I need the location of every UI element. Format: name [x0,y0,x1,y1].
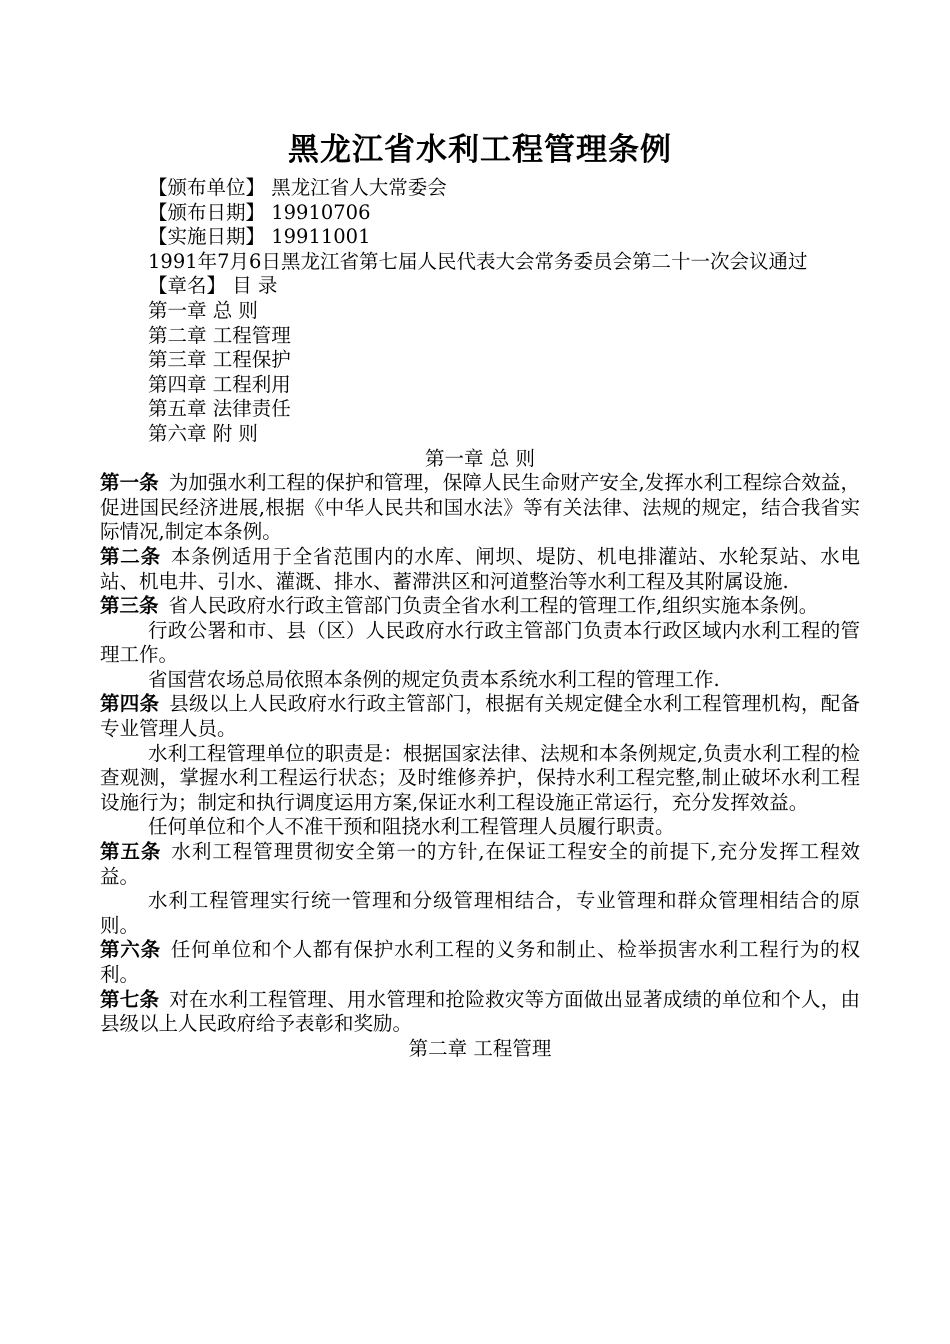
article-text: 对在水利工程管理、用水管理和抢险救灾等方面做出显著成绩的单位和个人，由县级以上人民政府给予表彰和奖励。 [100,987,860,1036]
article-4 [100,692,860,741]
article-label: 第七条 [100,987,160,1011]
document-page [100,128,860,1061]
meta-publisher [100,176,860,201]
toc-chapter-2: 第二章 工程管理 [148,323,291,347]
document-title: 黑龙江省水利工程管理条例 [288,132,672,168]
article-3-para-3: 省国营农场总局依照本条例的规定负责本系统水利工程的管理工作. [148,667,720,691]
toc-chapter-1: 第一章 总 则 [148,298,258,322]
toc-label: 【章名】 [148,274,227,298]
meta-publish-date [100,201,860,226]
toc-chapter-5: 第五章 法律责任 [148,397,291,421]
toc-chapter-4: 第四章 工程利用 [148,372,291,396]
adoption-note: 1991年7月6日黑龙江省第七届人民代表大会常务委员会第二十一次会议通过 [148,249,808,273]
meta-label: 【颁布日期】 [148,200,266,224]
article-3 [100,594,860,619]
article-text: 任何单位和个人都有保护水利工程的义务和制止、检举损害水利工程行为的权利。 [100,938,860,986]
chapter-heading: 第一章 总 则 [425,446,535,470]
meta-value: 黑龙江省人大常委会 [271,176,447,199]
meta-value: 19910706 [271,200,371,224]
meta-value: 19911001 [271,225,371,249]
article-2 [100,545,860,594]
article-label: 第五条 [100,840,162,864]
article-7 [100,988,860,1037]
meta-label: 【实施日期】 [148,225,266,249]
chapter-heading: 第二章 工程管理 [408,1036,552,1060]
article-label: 第二条 [100,544,161,568]
toc-chapter-3: 第三章 工程保护 [148,348,291,372]
article-label: 第三条 [100,594,159,618]
article-label: 第一条 [100,471,159,495]
article-5 [100,840,860,889]
meta-effective-date [100,225,860,250]
article-text: 水利工程管理贯彻安全第一的方针,在保证工程安全的前提下,充分发挥工程效益。 [100,840,860,888]
article-label: 第四条 [100,692,160,716]
toc-title: 目 录 [232,274,278,298]
meta-label: 【颁布单位】 [148,176,266,199]
toc-heading [100,274,860,299]
toc-chapter-6: 第六章 附 则 [148,421,258,445]
article-text: 省人民政府水行政主管部门负责全省水利工程的管理工作,组织实施本条例。 [168,594,819,618]
article-label: 第六条 [100,938,161,962]
article-4-para-2: 水利工程管理单位的职责是：根据国家法律、法规和本条例规定,负责水利工程的检查观测，掌握水利工程运行状态；及时维修养护，保持水利工程完整,制止破坏水利工程设施行为；制定和执行调度运用方案,保证水利工程设施正常运行，充分发挥效益。 [100,741,860,814]
article-3-para-2: 行政公署和市、县（区）人民政府水行政主管部门负责本行政区域内水利工程的管理工作。 [100,618,860,667]
article-1 [100,471,860,545]
article-4-para-3: 任何单位和个人不准干预和阻挠水利工程管理人员履行职责。 [148,815,675,839]
article-text: 为加强水利工程的保护和管理，保障人民生命财产安全,发挥水利工程综合效益，促进国民经济进展,根据《中华人民共和国水法》等有关法律、法规的规定，结合我省实际情况,制定本条例。 [100,471,860,544]
article-text: 县级以上人民政府水行政主管部门，根据有关规定健全水利工程管理机构，配备专业管理人员。 [100,692,860,741]
article-5-para-2: 水利工程管理实行统一管理和分级管理相结合，专业管理和群众管理相结合的原则。 [100,889,860,937]
article-text: 本条例适用于全省范围内的水库、闸坝、堤防、机电排灌站、水轮泵站、水电站、机电井、引水、灌溉、排水、蓄滞洪区和河道整治等水利工程及其附属设施. [100,544,860,593]
article-6 [100,938,860,987]
